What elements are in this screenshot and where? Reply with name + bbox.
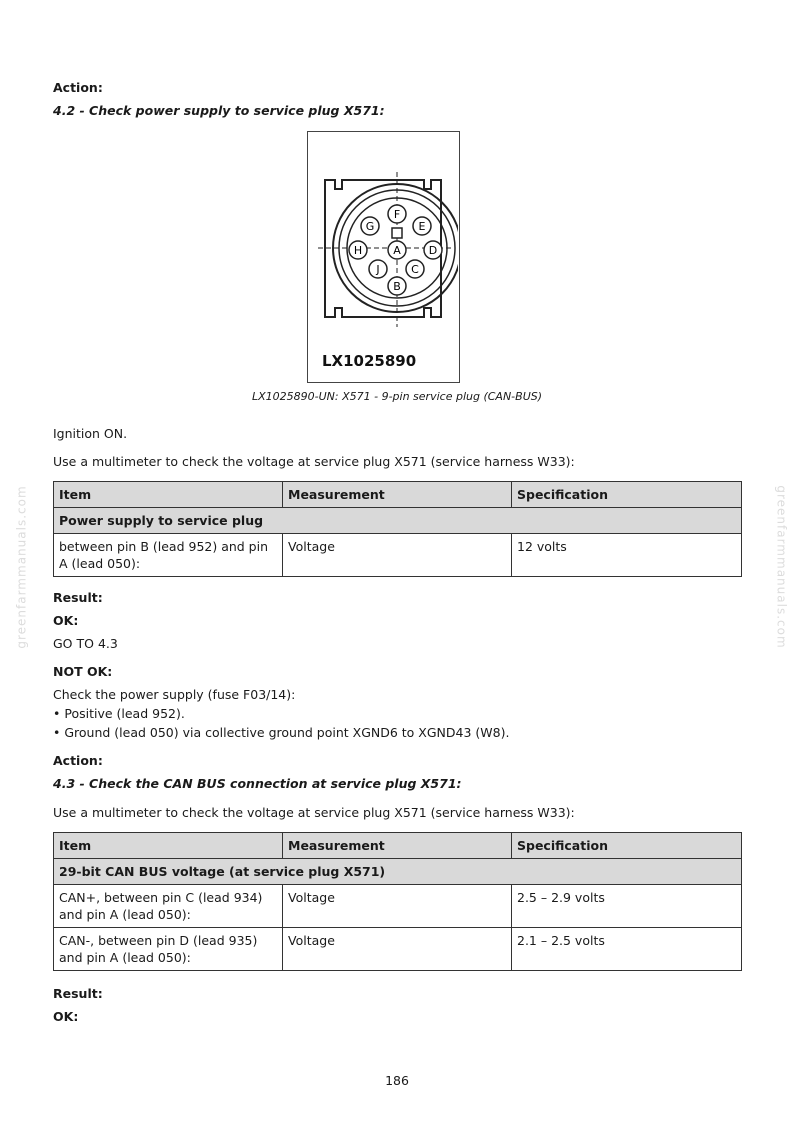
result-label-2: Result: xyxy=(53,986,103,1001)
svg-text:B: B xyxy=(393,280,401,293)
pin-j xyxy=(369,260,387,278)
group-label: 29-bit CAN BUS voltage (at service plug X571) xyxy=(54,859,742,885)
watermark-right: greenfarmmanuals.com xyxy=(774,485,789,649)
pin-a xyxy=(388,241,406,259)
figure-id-label: LX1025890 xyxy=(322,352,417,370)
multimeter-instruction-2: Use a multimeter to check the voltage at service plug X571 (service harness W33): xyxy=(53,805,575,820)
table-group-row xyxy=(54,859,742,885)
header-item: Item xyxy=(54,482,283,508)
header-specification: Specification xyxy=(512,482,742,508)
header-measurement: Measurement xyxy=(283,482,512,508)
svg-text:H: H xyxy=(353,244,363,257)
cell-measurement: Voltage xyxy=(283,928,512,971)
key-notch xyxy=(392,228,402,238)
action-label-2: Action: xyxy=(53,753,103,768)
group-label: Power supply to service plug xyxy=(54,508,742,534)
pin-f xyxy=(388,205,406,223)
cell-measurement: Voltage xyxy=(283,534,512,577)
svg-text:A: A xyxy=(393,244,401,257)
header-item: Item xyxy=(54,833,283,859)
svg-text:E: E xyxy=(418,220,426,233)
pin-b xyxy=(388,277,406,295)
svg-text:J: J xyxy=(376,263,380,276)
header-specification: Specification xyxy=(512,833,742,859)
table-row xyxy=(54,534,742,577)
cell-specification: 2.5 – 2.9 volts xyxy=(512,885,742,928)
cell-measurement: Voltage xyxy=(283,885,512,928)
svg-text:G: G xyxy=(365,220,375,233)
pin-g xyxy=(361,217,379,235)
cell-specification: 2.1 – 2.5 volts xyxy=(512,928,742,971)
table-header-row xyxy=(54,482,742,508)
svg-text:C: C xyxy=(411,263,419,276)
watermark-left: greenfarmmanuals.com xyxy=(14,485,29,649)
step-title-4-3: 4.3 - Check the CAN BUS connection at service plug X571: xyxy=(53,776,462,791)
result-label-1: Result: xyxy=(53,590,103,605)
svg-text:F: F xyxy=(393,208,401,221)
table-group-row xyxy=(54,508,742,534)
notok-item-positive: • Positive (lead 952). xyxy=(53,706,185,721)
notok-intro: Check the power supply (fuse F03/14): xyxy=(53,687,296,702)
action-label-1: Action: xyxy=(53,80,103,95)
ok-text-1: GO TO 4.3 xyxy=(53,636,118,651)
step-title-4-2: 4.2 - Check power supply to service plug X571: xyxy=(53,103,385,118)
cell-specification: 12 volts xyxy=(512,534,742,577)
cell-item: between pin B (lead 952) and pin A (lead 050): xyxy=(54,534,283,577)
cell-item: CAN+, between pin C (lead 934) and pin A (lead 050): xyxy=(54,885,283,928)
multimeter-instruction-1: Use a multimeter to check the voltage at service plug X571 (service harness W33): xyxy=(53,454,575,469)
spec-table-can-bus xyxy=(53,832,742,971)
connector-figure xyxy=(307,131,460,383)
svg-text:D: D xyxy=(428,244,438,257)
page-number: 186 xyxy=(385,1073,409,1088)
pin-e xyxy=(413,217,431,235)
ok-label-1: OK: xyxy=(53,613,79,628)
header-measurement: Measurement xyxy=(283,833,512,859)
notok-label: NOT OK: xyxy=(53,664,113,679)
spec-table-power-supply xyxy=(53,481,742,577)
ok-label-2: OK: xyxy=(53,1009,79,1024)
ignition-text: Ignition ON. xyxy=(53,426,128,441)
table-header-row xyxy=(54,833,742,859)
notok-item-ground: • Ground (lead 050) via collective ground point XGND6 to XGND43 (W8). xyxy=(53,725,510,740)
pin-d xyxy=(424,241,442,259)
table-row xyxy=(54,928,742,971)
pin-c xyxy=(406,260,424,278)
cell-item: CAN-, between pin D (lead 935) and pin A (lead 050): xyxy=(54,928,283,971)
connector-diagram xyxy=(308,132,458,381)
figure-caption: LX1025890-UN: X571 - 9-pin service plug (CAN-BUS) xyxy=(251,390,543,403)
pin-h xyxy=(349,241,367,259)
table-row xyxy=(54,885,742,928)
